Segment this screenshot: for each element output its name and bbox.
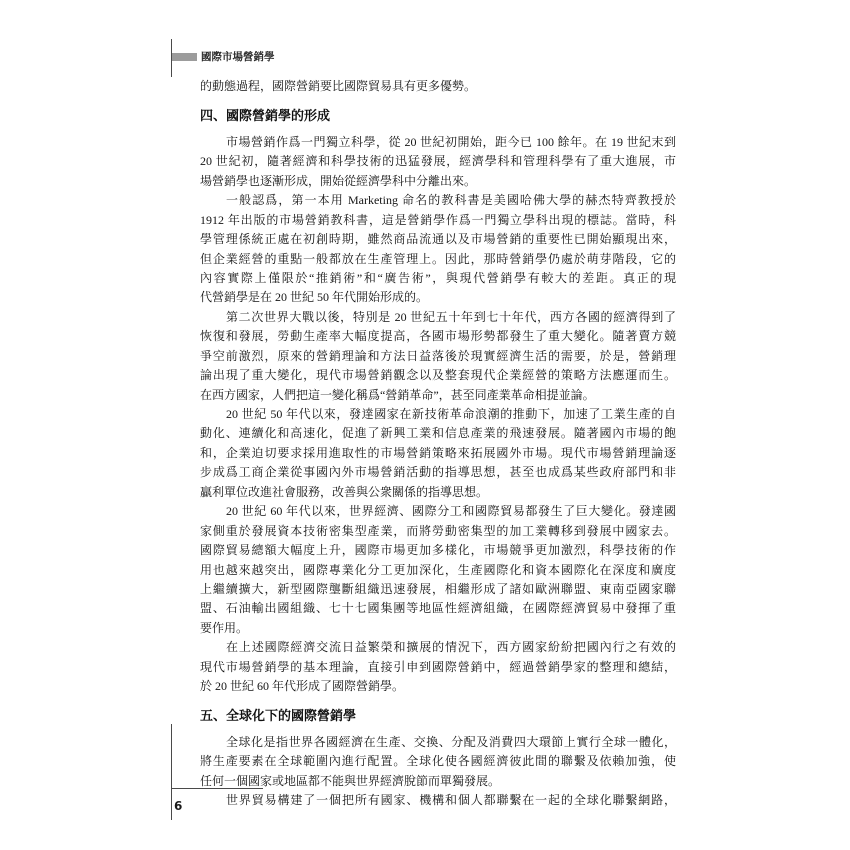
section-heading: 五、全球化下的國際營銷學 [200,709,357,725]
text-line: 內容實際上僅限於“推銷術”和“廣告術”，與現代營銷學有較大的差距。真正的現 [200,270,676,285]
text-line: 和，企業迫切要求採用進取性的市場營銷策略來拓展國外市場。現代市場營銷理論逐 [200,445,676,460]
paragraph [200,405,676,502]
page-number: 6 [174,799,183,813]
text-line: 於 20 世紀 60 年代形成了國際營銷學。 [200,679,405,694]
header-gray-bar [172,53,197,61]
text-line: 現代市場營銷學的基本理論，直接引申到國際營銷中，經過營銷學家的整理和總結， [200,659,676,674]
footer-rule-horizontal [171,788,263,789]
text-line: 場營銷學也逐漸形成，開始從經濟學科中分離出來。 [200,173,477,188]
text-line: 家側重於發展資本技術密集型產業，而將勞動密集型的加工業轉移到發展中國家去。 [200,523,676,538]
text-line: 在上述國際經濟交流日益繁榮和擴展的情況下，西方國家紛紛把國內行之有效的 [226,640,676,655]
paragraph [200,133,676,191]
text-line: 動化、連續化和高速化，促進了新興工業和信息產業的飛速發展。隨著國內市場的飽 [200,426,676,441]
footer-rule-vertical [171,724,172,820]
text-line: 第二次世界大戰以後，特別是 20 世紀五十年到七十年代，西方各國的經濟得到了 [226,309,676,324]
paragraph [200,308,676,405]
paragraph [200,791,676,810]
text-line: 1912 年出版的市場營銷教科書，這是營銷學作爲一門獨立學科出現的標誌。當時，科 [200,212,676,227]
paragraph [200,191,676,308]
text-line: 論出現了重大變化，現代市場營銷觀念以及整套現代企業經營的策略方法應運而生。 [200,368,676,383]
paragraph [200,638,676,696]
text-line: 代營銷學是在 20 世紀 50 年代開始形成的。 [200,290,429,305]
text-line: 但企業經營的重點一般都放在生產管理上。因此，那時營銷學仍處於萌芽階段，它的 [200,251,676,266]
text-line: 上繼續擴大，新型國際壟斷組織迅速發展，相繼形成了諸如歐洲聯盟、東南亞國家聯 [200,581,676,596]
text-line: 盟、石油輸出國組織、七十七國集團等地區性經濟組織，在國際經濟貿易中發揮了重 [200,601,676,616]
body-text [200,77,676,811]
text-line: 學管理係統正處在初創時期，雖然商品流通以及市場營銷的重要性已開始顯現出來， [200,232,676,247]
text-line: 全球化是指世界各國經濟在生產、交換、分配及消費四大環節上實行全球一體化， [226,735,676,749]
text-line: 20 世紀 60 年代以來，世界經濟、國際分工和國際貿易都發生了巨大變化。發達國 [226,504,676,519]
text-line: 在西方國家，人們把這一變化稱爲“營銷革命”，甚至同產業革命相提並論。 [200,387,595,402]
text-line: 國際貿易總額大幅度上升，國際市場更加多樣化，市場競爭更加激烈，科學技術的作 [200,543,676,558]
running-header-title: 國際市場營銷學 [201,51,275,63]
text-line: 步成爲工商企業從事國內外市場營銷活動的指導思想，甚至也成爲某些政府部門和非 [200,465,676,480]
text-line: 將生產要素在全球範圍內進行配置。全球化使各國經濟彼此間的聯繫及依賴加強，使 [200,754,676,769]
text-line: 一般認爲，第一本用 Marketing 命名的教科書是美國哈佛大學的赫杰特齊教授於 [226,193,676,208]
text-line: 20 世紀初，隨著經濟和科學技術的迅猛發展，經濟學科和管理科學有了重大進展，市 [200,154,676,169]
lead-line: 的動態過程，國際營銷要比國際貿易具有更多優勢。 [200,79,477,93]
paragraph [200,733,676,791]
text-line: 要作用。 [200,620,249,635]
text-line: 爭空前激烈，原來的營銷理論和方法日益落後於現實經濟生活的需要，於是，營銷理 [200,348,676,363]
text-line: 恢復和發展，勞動生產率大幅度提高，各國市場形勢都發生了重大變化。隨著賣方競 [200,329,676,344]
text-line: 20 世紀 50 年代以來，發達國家在新技術革命浪潮的推動下，加速了工業生產的自 [226,407,676,421]
text-line: 任何一個國家或地區都不能與世界經濟脫節而單獨發展。 [200,773,501,788]
paragraph [200,502,676,638]
text-line: 贏利單位改進社會服務，改善與公衆關係的指導思想。 [200,484,489,499]
text-line: 世界貿易構建了一個把所有國家、機構和個人都聯繫在一起的全球化聯繫網路， [226,793,676,808]
text-line: 市場營銷作爲一門獨立科學，從 20 世紀初開始，距今已 100 餘年。在 19 世紀末到 [226,134,676,149]
text-line: 用也越來越突出，國際專業化分工更加深化，生產國際化和資本國際化在深度和廣度 [200,562,676,577]
section-heading: 四、國際營銷學的形成 [200,108,331,124]
